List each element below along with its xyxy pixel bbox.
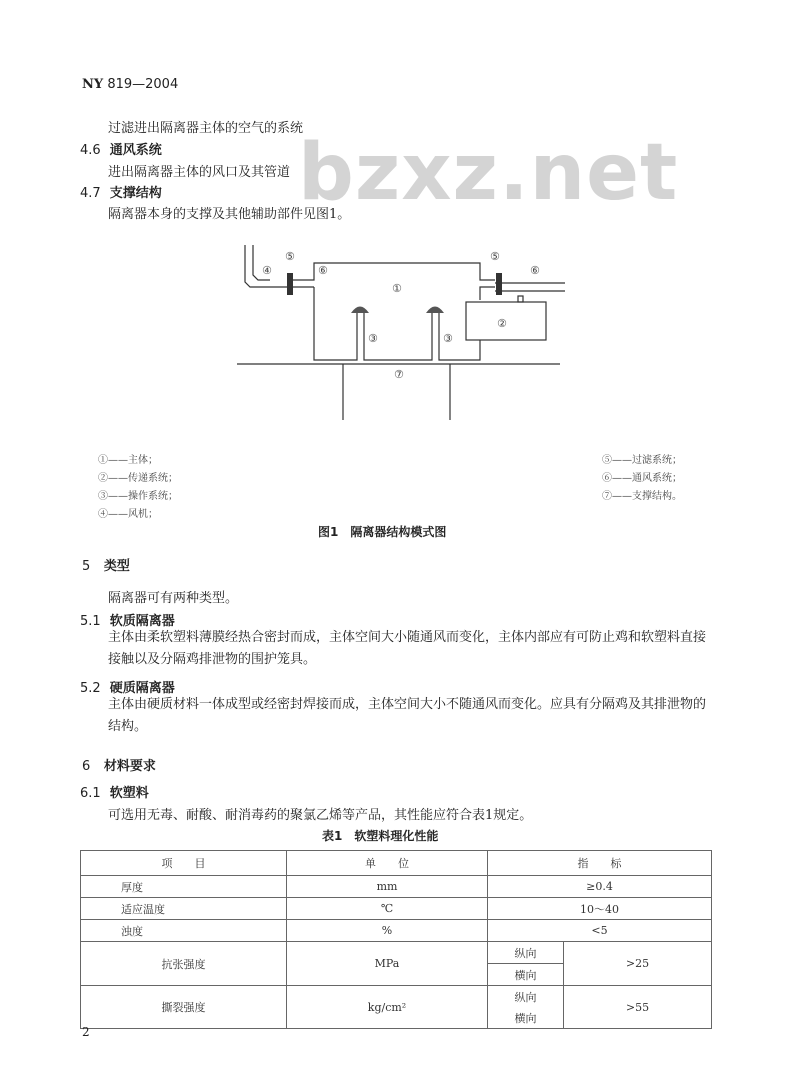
cell-direction: 横向 — [488, 1007, 564, 1029]
legend-item: ②——传递系统； — [98, 473, 178, 484]
cell-item: 抗张强度 — [81, 942, 287, 986]
section-title: 软塑料 — [109, 786, 149, 801]
table-caption: 表1 软塑料理化性能 — [322, 829, 439, 843]
section-number: 4.7 — [80, 186, 101, 201]
legend-item: ⑥——通风系统； — [602, 473, 682, 484]
section-number: 5 — [82, 559, 91, 574]
marker-7: ⑦ — [394, 368, 404, 381]
marker-3: ③ — [443, 332, 453, 345]
s51-text: 主体由柔软塑料薄膜经热合密封而成，主体空间大小随通风而变化，主体内部应有可防止鸡和软塑料直接接触以及分隔鸡排泄物的围护笼具。 — [108, 630, 707, 667]
s52-text: 主体由硬质材料一体成型或经密封焊接而成，主体空间大小不随通风而变化。应具有分隔鸡及其排泄物的结构。 — [108, 697, 707, 734]
section-title: 支撑结构 — [109, 186, 162, 201]
cell-item: 浊度 — [81, 920, 287, 942]
s5-heading — [82, 555, 130, 574]
standard-prefix: NY — [82, 77, 104, 92]
table-header-row — [81, 851, 712, 876]
cell-value: >25 — [564, 942, 712, 986]
section-number: 4.6 — [80, 143, 101, 158]
section-title: 通风系统 — [109, 143, 162, 158]
table-row — [81, 942, 712, 964]
cell-unit: % — [287, 920, 488, 942]
section-title: 硬质隔离器 — [109, 681, 175, 696]
cell-value: 10～40 — [488, 898, 712, 920]
marker-1: ① — [392, 282, 402, 295]
marker-5: ⑤ — [285, 250, 295, 263]
marker-4: ④ — [262, 264, 272, 277]
cell-direction: 纵向 — [488, 986, 564, 1008]
table-row — [81, 898, 712, 920]
figure-caption: 图1 隔离器结构模式图 — [318, 525, 447, 539]
section-number: 5.1 — [80, 614, 101, 629]
header-unit: 单 位 — [287, 851, 488, 876]
s6-heading — [82, 755, 156, 774]
cell-value: <5 — [488, 920, 712, 942]
section-title: 软质隔离器 — [109, 614, 175, 629]
table-row — [81, 876, 712, 898]
s47-text: 隔离器本身的支撑及其他辅助部件见图1。 — [108, 207, 351, 222]
s61-text: 可选用无毒、耐酸、耐消毒药的聚氯乙烯等产品，其性能应符合表1规定。 — [108, 808, 533, 823]
isolator-diagram — [0, 0, 800, 440]
s46-text: 进出隔离器主体的风口及其管道 — [108, 165, 291, 180]
marker-6: ⑥ — [530, 264, 540, 277]
cell-unit: mm — [287, 876, 488, 898]
section-title: 材料要求 — [103, 759, 156, 774]
marker-6: ⑥ — [318, 264, 328, 277]
marker-5: ⑤ — [490, 250, 500, 263]
page-number: 2 — [82, 1025, 90, 1039]
table-row — [81, 986, 712, 1008]
cell-direction: 横向 — [488, 964, 564, 986]
legend-item: ①——主体； — [98, 455, 158, 466]
section-title: 类型 — [103, 559, 130, 574]
cell-value: ≥0.4 — [488, 876, 712, 898]
cell-item: 撕裂强度 — [81, 986, 287, 1029]
cell-unit: ℃ — [287, 898, 488, 920]
properties-table — [80, 850, 712, 1029]
section-number: 6 — [82, 759, 91, 774]
legend-item: ③——操作系统； — [98, 491, 178, 502]
section-number: 6.1 — [80, 786, 101, 801]
cell-unit: MPa — [287, 942, 488, 986]
section-number: 5.2 — [80, 681, 101, 696]
legend-item: ⑦——支撑结构。 — [602, 491, 682, 502]
cell-item: 厚度 — [81, 876, 287, 898]
cell-item: 适应温度 — [81, 898, 287, 920]
marker-3: ③ — [368, 332, 378, 345]
legend-item: ④——风机； — [98, 509, 158, 520]
header-item: 项 目 — [81, 851, 287, 876]
s45-text: 过滤进出隔离器主体的空气的系统 — [108, 121, 304, 136]
standard-code: 819—2004 — [107, 77, 179, 92]
cell-direction: 纵向 — [488, 942, 564, 964]
marker-2: ② — [497, 317, 507, 330]
watermark: bzxz.net — [298, 128, 679, 218]
legend-item: ⑤——过滤系统； — [602, 455, 682, 466]
s5-text: 隔离器可有两种类型。 — [108, 591, 239, 606]
cell-unit: kg/cm² — [287, 986, 488, 1029]
s61-heading — [80, 782, 149, 801]
cell-value: >55 — [564, 986, 712, 1029]
table-row — [81, 920, 712, 942]
header-value: 指 标 — [488, 851, 712, 876]
